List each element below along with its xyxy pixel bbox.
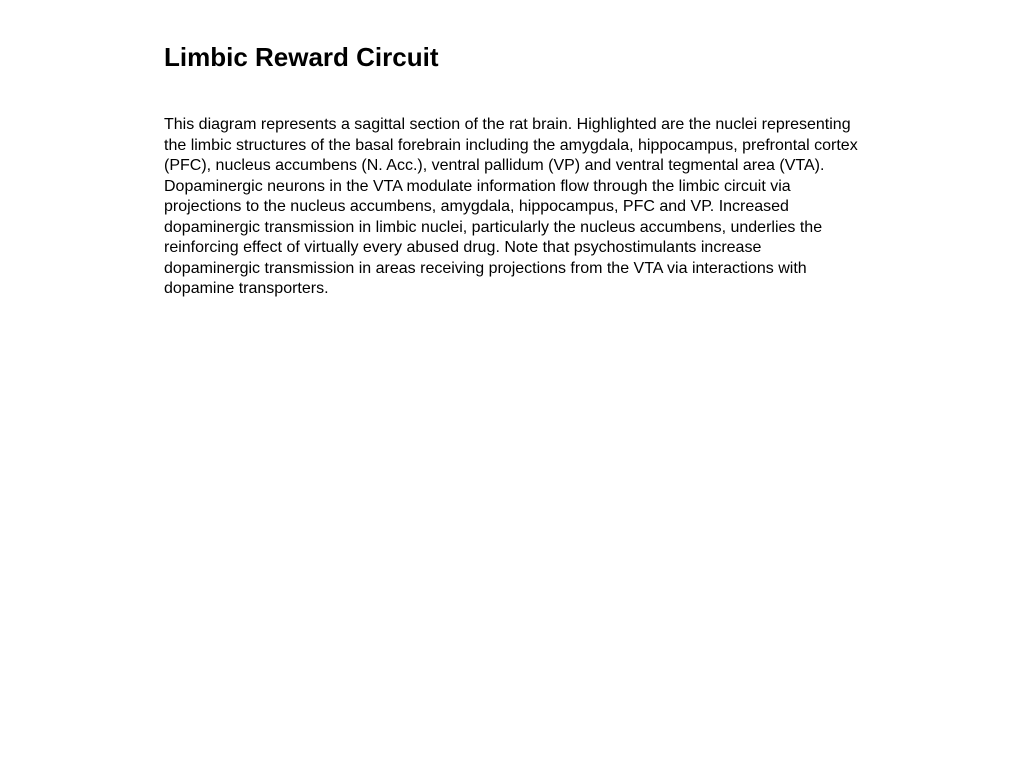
description-line: Dopaminergic neurons in the VTA modulate information flow through the limbic circuit via <box>164 177 791 195</box>
description-line: reinforcing effect of virtually every abused drug. Note that psychostimulants increase <box>164 239 762 256</box>
description-line: This diagram represents a sagittal section of the rat brain. Highlighted are the nuclei representing <box>164 116 851 133</box>
slide-description <box>164 115 924 300</box>
description-line: (PFC), nucleus accumbens (N. Acc.), ventral pallidum (VP) and ventral tegmental area (VTA). <box>164 157 825 174</box>
slide-title: Limbic Reward Circuit <box>164 42 439 72</box>
description-line: dopaminergic transmission in limbic nuclei, particularly the nucleus accumbens, underlies the <box>164 218 823 236</box>
description-line: the limbic structures of the basal forebrain including the amygdala, hippocampus, prefrontal cortex <box>164 136 858 154</box>
description-line: dopamine transporters. <box>164 280 329 297</box>
description-line: projections to the nucleus accumbens, amygdala, hippocampus, PFC and VP. Increased <box>164 198 789 215</box>
description-line: dopaminergic transmission in areas receiving projections from the VTA via interactions with <box>164 259 807 277</box>
